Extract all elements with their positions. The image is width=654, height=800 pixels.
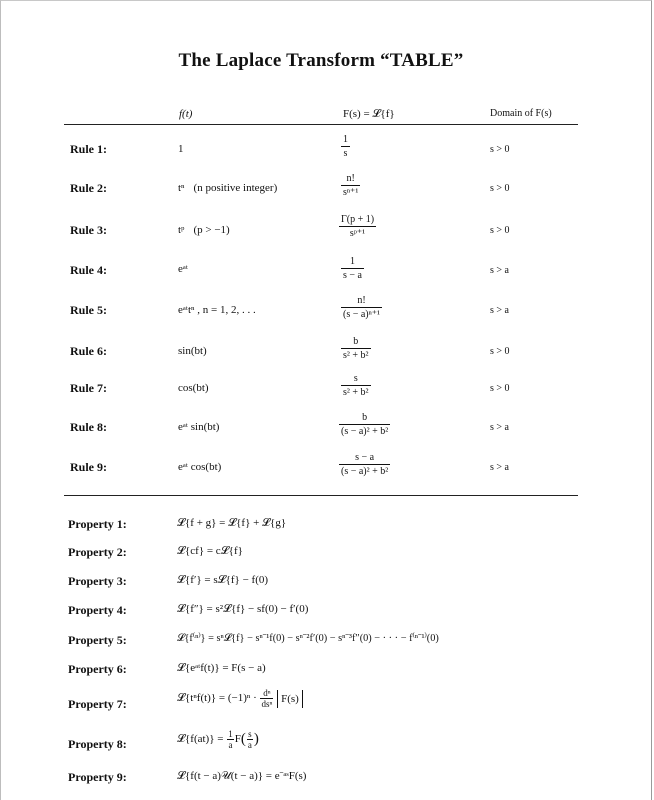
transform-denominator: s xyxy=(341,146,350,159)
fraction-numerator: dⁿ xyxy=(263,688,271,698)
rule-ft-expr: tᵖ xyxy=(178,224,185,236)
property-expr: 𝓛{f″} = s²𝓛{f} − sf(0) − f′(0) xyxy=(177,603,309,615)
property-expr: 𝓛{eᵃᵗf(t)} = F(s − a) xyxy=(177,662,266,674)
transform-numerator: n! xyxy=(357,295,366,306)
property-label: Property 2: xyxy=(68,545,127,559)
rule-transform xyxy=(341,295,382,320)
rule-transform xyxy=(339,214,376,239)
transform-denominator: (s − a)² + b² xyxy=(341,466,389,477)
rule-label: Rule 5: xyxy=(70,303,107,317)
property-label: Property 5: xyxy=(68,633,127,647)
rule-ft: eᵃᵗ sin(bt) xyxy=(178,421,220,433)
rule-label: Rule 3: xyxy=(70,223,107,237)
rule-domain: s > 0 xyxy=(490,346,510,357)
property-expr xyxy=(177,729,259,750)
rule-label: Rule 8: xyxy=(70,420,107,434)
rule-ft: eᵃᵗtⁿ , n = 1, 2, . . . xyxy=(178,304,256,316)
rule-transform xyxy=(341,134,350,159)
property-label: Property 3: xyxy=(68,574,127,588)
transform-numerator: b xyxy=(362,412,368,423)
rule-note: (p > −1) xyxy=(193,224,230,236)
transform-denominator: s² + b² xyxy=(343,350,369,361)
transform-denominator: s − a xyxy=(343,270,362,281)
header-ft: f(t) xyxy=(179,108,193,120)
rule-domain: s > 0 xyxy=(490,144,510,155)
transform-numerator: 1 xyxy=(349,256,355,267)
fraction-numerator: s xyxy=(248,729,252,739)
property-expr xyxy=(177,688,303,709)
rule-label: Rule 2: xyxy=(70,181,107,195)
rule-ft: sin(bt) xyxy=(178,345,207,357)
property-expr-mid: F xyxy=(234,733,241,746)
rule-ft: cos(bt) xyxy=(178,382,209,394)
rule-ft xyxy=(178,182,277,194)
property-expr: 𝓛{f′} = s𝓛{f} − f(0) xyxy=(177,574,269,586)
rule-ft: 1 xyxy=(178,143,184,155)
property-expr-right: F(s) xyxy=(277,690,303,708)
property-label: Property 7: xyxy=(68,697,127,711)
paren-open: ( xyxy=(240,731,246,748)
rule-ft: eᵃᵗ xyxy=(178,263,188,275)
rule-ft xyxy=(178,224,230,236)
property-label: Property 8: xyxy=(68,737,127,751)
transform-numerator: 1 xyxy=(343,134,348,145)
rule-transform xyxy=(339,452,390,477)
transform-denominator: sⁿ⁺¹ xyxy=(343,187,359,198)
rule-domain: s > a xyxy=(490,265,509,276)
transform-numerator: s xyxy=(353,373,358,384)
rule-domain: s > 0 xyxy=(490,383,510,394)
property-label: Property 4: xyxy=(68,603,127,617)
rule-label: Rule 1: xyxy=(70,142,107,156)
fraction-denominator: dsⁿ xyxy=(261,699,273,709)
header-Fs: F(s) = 𝓛{f} xyxy=(343,108,395,120)
transform-denominator: s² + b² xyxy=(343,387,369,398)
rule-ft-expr: tⁿ xyxy=(178,182,185,194)
rule-transform xyxy=(339,412,390,437)
rule-ft: eᵃᵗ cos(bt) xyxy=(178,461,222,473)
derivative-fraction xyxy=(260,688,273,709)
transform-denominator: (s − a)ⁿ⁺¹ xyxy=(343,309,381,320)
argument-fraction xyxy=(247,729,253,750)
transform-denominator: sᵖ⁺¹ xyxy=(339,226,376,239)
property-expr: 𝓛{f⁽ⁿ⁾} = sⁿ𝓛{f} − sⁿ⁻¹f(0) − sⁿ⁻²f′(0) − sⁿ⁻³f″(0) − · · · − f⁽ⁿ⁻¹⁾(0) xyxy=(177,633,439,644)
rule-label: Rule 4: xyxy=(70,263,107,277)
rule-label: Rule 9: xyxy=(70,460,107,474)
fraction-denominator: a xyxy=(228,740,233,750)
rule-transform xyxy=(341,173,360,198)
scale-fraction xyxy=(227,729,234,750)
property-label: Property 1: xyxy=(68,517,127,531)
property-expr-left: 𝓛{tⁿf(t)} = (−1)ⁿ · xyxy=(177,692,257,705)
section-divider xyxy=(64,495,578,496)
rule-transform xyxy=(341,256,364,281)
paren-close: ) xyxy=(253,731,259,748)
property-expr-left: 𝓛{f(at)} = xyxy=(177,733,224,746)
page-title: The Laplace Transform “TABLE” xyxy=(178,50,464,71)
property-expr: 𝓛{cf} = c𝓛{f} xyxy=(177,545,243,557)
transform-denominator: (s − a)² + b² xyxy=(341,426,389,437)
transform-numerator: b xyxy=(353,336,359,347)
fraction-denominator: a xyxy=(247,740,252,750)
property-label: Property 9: xyxy=(68,770,127,784)
transform-numerator: n! xyxy=(346,173,355,184)
rule-domain: s > a xyxy=(490,305,509,316)
transform-numerator: s − a xyxy=(355,452,375,463)
rule-domain: s > a xyxy=(490,462,509,473)
property-expr: 𝓛{f + g} = 𝓛{f} + 𝓛{g} xyxy=(177,517,287,529)
rule-domain: s > 0 xyxy=(490,225,510,236)
rule-note: (n positive integer) xyxy=(193,182,278,194)
rule-domain: s > 0 xyxy=(490,183,510,194)
header-rule xyxy=(64,124,578,125)
rule-label: Rule 6: xyxy=(70,344,107,358)
transform-numerator: Γ(p + 1) xyxy=(341,214,375,225)
fraction-numerator: 1 xyxy=(228,729,233,739)
rule-domain: s > a xyxy=(490,422,509,433)
rule-transform xyxy=(341,373,371,398)
header-domain: Domain of F(s) xyxy=(490,108,552,119)
property-label: Property 6: xyxy=(68,662,127,676)
rule-label: Rule 7: xyxy=(70,381,107,395)
rule-transform xyxy=(341,336,371,361)
property-expr: 𝓛{f(t − a)𝒰(t − a)} = e⁻ᵃˢF(s) xyxy=(177,770,307,782)
